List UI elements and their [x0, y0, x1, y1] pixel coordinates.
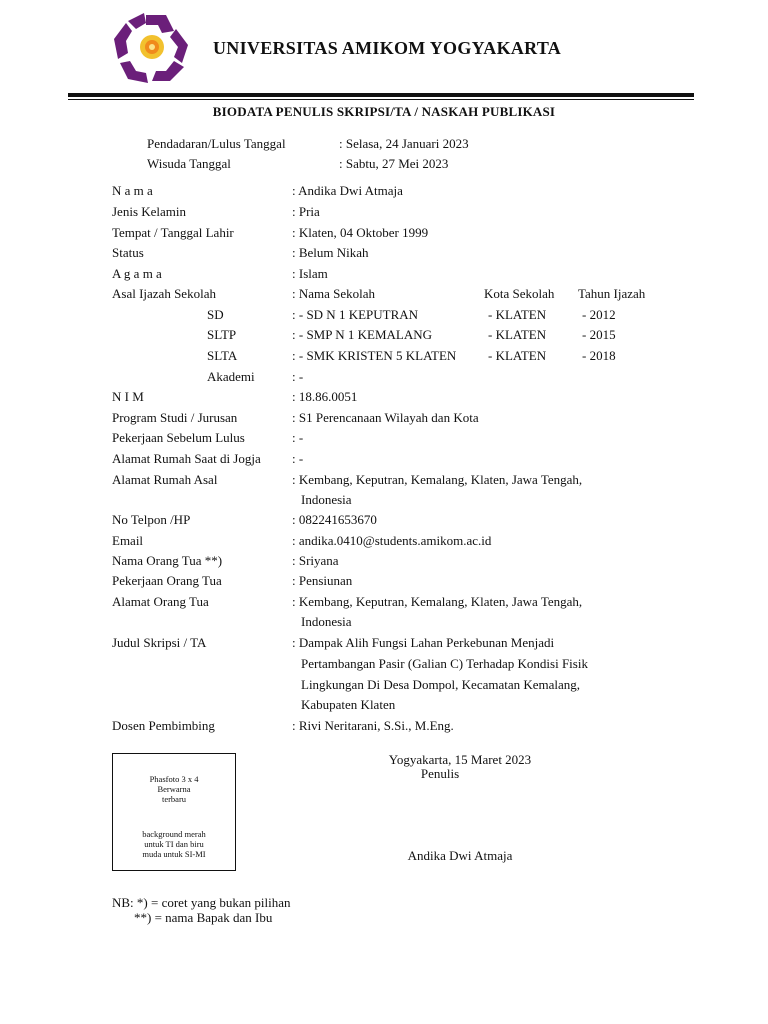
judul-label: Judul Skripsi / TA — [112, 635, 207, 650]
sltp-level: SLTP — [207, 327, 237, 342]
wisuda-label: Wisuda Tanggal — [147, 156, 231, 171]
sd-level: SD — [207, 307, 224, 322]
alamat-asal-value-line2: Indonesia — [301, 492, 352, 507]
signature-role: Penulis — [420, 766, 460, 781]
pekerjaan-value: : - — [292, 430, 304, 445]
photo-note-line2: Berwarna — [157, 784, 191, 794]
header-rule-thin — [68, 99, 694, 100]
judul-line-3: Lingkungan Di Desa Dompol, Kecamatan Kemalang, — [301, 677, 581, 692]
slta-tahun: - 2018 — [582, 348, 616, 363]
sd-kota: - KLATEN — [488, 307, 547, 322]
pekerjaan-label: Pekerjaan Sebelum Lulus — [112, 430, 245, 445]
alamat-jogja-value: : - — [292, 451, 304, 466]
jenis-kelamin-label: Jenis Kelamin — [112, 204, 187, 219]
telpon-value: : 082241653670 — [292, 512, 377, 527]
sd-tahun: - 2012 — [582, 307, 616, 322]
note-2: **) = nama Bapak dan Ibu — [134, 910, 273, 925]
photo-note-line5: untuk TI dan biru — [144, 839, 204, 849]
agama-label: A g a m a — [112, 266, 162, 281]
nim-label: N I M — [112, 389, 144, 404]
photo-note-line3: terbaru — [161, 794, 187, 804]
sd-nama: : - SD N 1 KEPUTRAN — [292, 307, 419, 322]
alamat-asal-value: : Kembang, Keputran, Kemalang, Klaten, Jawa Tengah, — [292, 472, 583, 487]
slta-level: SLTA — [207, 348, 238, 363]
nama-value: : Andika Dwi Atmaja — [292, 183, 403, 198]
slta-nama: : - SMK KRISTEN 5 KLATEN — [292, 348, 457, 363]
email-value: : andika.0410@students.amikom.ac.id — [292, 533, 492, 548]
akademi-nama: : - — [292, 369, 304, 384]
alamat-ortu-value: : Kembang, Keputran, Kemalang, Klaten, Jawa Tengah, — [292, 594, 583, 609]
alamat-jogja-label: Alamat Rumah Saat di Jogja — [112, 451, 261, 466]
photo-note-line6: muda untuk SI-MI — [142, 849, 206, 859]
note-1: NB: *) = coret yang bukan pilihan — [112, 895, 291, 910]
alamat-ortu-label: Alamat Orang Tua — [112, 594, 209, 609]
dosen-label: Dosen Pembimbing — [112, 718, 215, 733]
alamat-ortu-value-line2: Indonesia — [301, 614, 352, 629]
wisuda-value: : Sabtu, 27 Mei 2023 — [339, 156, 449, 171]
col-kota-sekolah: Kota Sekolah — [484, 286, 555, 301]
alamat-asal-label: Alamat Rumah Asal — [112, 472, 218, 487]
prodi-value: : S1 Perencanaan Wilayah dan Kota — [292, 410, 479, 425]
photo-note-line1: Phasfoto 3 x 4 — [149, 774, 199, 784]
ortu-label: Nama Orang Tua **) — [112, 553, 223, 568]
judul-line-2: Pertambangan Pasir (Galian C) Terhadap Kondisi Fisik — [301, 656, 588, 671]
nim-value: : 18.86.0051 — [292, 389, 358, 404]
document-title: BIODATA PENULIS SKRIPSI/TA / NASKAH PUBLIKASI — [212, 104, 556, 119]
photo-placeholder-box — [112, 753, 236, 871]
sltp-kota: - KLATEN — [488, 327, 547, 342]
sltp-tahun: - 2015 — [582, 327, 616, 342]
email-label: Email — [112, 533, 144, 548]
signature-name: Andika Dwi Atmaja — [407, 848, 513, 863]
ortu-value: : Sriyana — [292, 553, 339, 568]
pekerjaan-ortu-label: Pekerjaan Orang Tua — [112, 573, 222, 588]
status-value: : Belum Nikah — [292, 245, 369, 260]
asal-ijazah-label: Asal Ijazah Sekolah — [112, 286, 216, 301]
dosen-value: : Rivi Neritarani, S.Si., M.Eng. — [292, 718, 454, 733]
pendadaran-label: Pendadaran/Lulus Tanggal — [147, 136, 286, 151]
ttl-label: Tempat / Tanggal Lahir — [112, 225, 234, 240]
photo-note-line4: background merah — [142, 829, 206, 839]
nama-label: N a m a — [112, 183, 153, 198]
akademi-level: Akademi — [207, 369, 255, 384]
judul-line-4: Kabupaten Klaten — [301, 697, 396, 712]
col-tahun-ijazah: Tahun Ijazah — [578, 286, 646, 301]
col-nama-sekolah: : Nama Sekolah — [292, 286, 376, 301]
header-rule-thick — [68, 93, 694, 97]
jenis-kelamin-value: : Pria — [292, 204, 320, 219]
signature-place-date: Yogyakarta, 15 Maret 2023 — [388, 752, 532, 767]
pendadaran-value: : Selasa, 24 Januari 2023 — [339, 136, 469, 151]
prodi-label: Program Studi / Jurusan — [112, 410, 238, 425]
judul-line-1: : Dampak Alih Fungsi Lahan Perkebunan Menjadi — [292, 635, 555, 650]
ttl-value: : Klaten, 04 Oktober 1999 — [292, 225, 429, 240]
slta-kota: - KLATEN — [488, 348, 547, 363]
university-name: UNIVERSITAS AMIKOM YOGYAKARTA — [213, 38, 562, 58]
sltp-nama: : - SMP N 1 KEMALANG — [292, 327, 432, 342]
pekerjaan-ortu-value: : Pensiunan — [292, 573, 353, 588]
telpon-label: No Telpon /HP — [112, 512, 191, 527]
agama-value: : Islam — [292, 266, 328, 281]
amikom-logo — [112, 12, 196, 86]
status-label: Status — [112, 245, 144, 260]
